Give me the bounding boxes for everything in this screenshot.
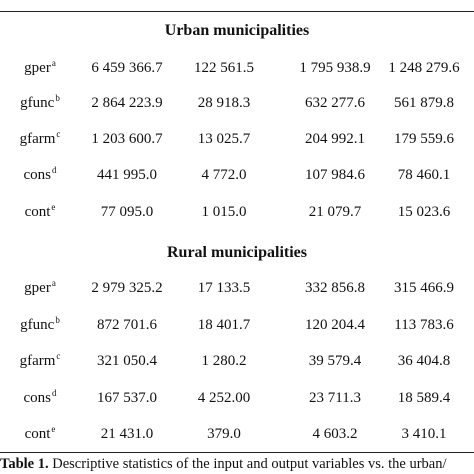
table-row <box>0 129 474 149</box>
table-cell: 332 856.8 <box>305 280 365 296</box>
table-caption <box>0 455 474 474</box>
table-row <box>0 202 474 222</box>
table-row <box>0 351 474 371</box>
row-label: cons$^d$ <box>23 165 57 183</box>
table-cell: 315 466.9 <box>394 280 454 296</box>
table-row <box>0 165 474 185</box>
table-cell: 632 277.6 <box>305 95 365 111</box>
table-cell: 4 252.00 <box>197 390 251 406</box>
table-cell: 21 431.0 <box>100 426 154 442</box>
table-row <box>0 388 474 408</box>
table-cell: 39 579.4 <box>308 353 362 369</box>
table-cell: 15 023.6 <box>397 204 451 220</box>
row-label: cont$^e$ <box>24 202 56 220</box>
row-label: gper$^a$ <box>24 58 56 76</box>
table-row <box>0 424 474 444</box>
row-label: gfarm$^c$ <box>19 351 61 369</box>
row-label: gfunc$^b$ <box>20 315 60 333</box>
table-cell: 122 561.5 <box>194 60 254 76</box>
table-cell: 872 701.6 <box>97 317 157 333</box>
table-bottom-rule <box>0 452 474 453</box>
table-cell: 179 559.6 <box>394 131 454 147</box>
table-cell: 2 979 325.2 <box>91 280 163 296</box>
table-row <box>0 315 474 335</box>
table-row <box>0 58 474 78</box>
table-cell: 17 133.5 <box>197 280 251 296</box>
table-cell: 13 025.7 <box>197 131 251 147</box>
table-cell: 77 095.0 <box>100 204 154 220</box>
table-cell: 36 404.8 <box>397 353 451 369</box>
table-cell: 78 460.1 <box>397 167 451 183</box>
table-cell: 1 015.0 <box>201 204 247 220</box>
table-cell: 23 711.3 <box>309 390 361 406</box>
table-cell: 18 589.4 <box>397 390 451 406</box>
table-cell: 1 280.2 <box>201 353 247 369</box>
table-cell: 113 783.6 <box>394 317 454 333</box>
table-row <box>0 278 474 298</box>
table-cell: 321 050.4 <box>97 353 157 369</box>
table-cell: 1 203 600.7 <box>91 131 163 147</box>
section-title-urban: Urban municipalities <box>164 22 310 39</box>
row-label: cont$^e$ <box>24 424 56 442</box>
caption-text: Descriptive statistics of the input and output variables vs. the urban/ <box>48 456 447 472</box>
table-cell: 561 879.8 <box>394 95 454 111</box>
table-cell: 3 410.1 <box>401 426 447 442</box>
table-cell: 1 248 279.6 <box>388 60 460 76</box>
table-cell: 28 918.3 <box>197 95 251 111</box>
table-cell: 107 984.6 <box>305 167 365 183</box>
row-label: gfunc$^b$ <box>20 93 60 111</box>
table-cell: 379.0 <box>207 426 241 442</box>
table-cell: 441 995.0 <box>97 167 157 183</box>
table-top-rule <box>0 11 474 12</box>
row-label: gfarm$^c$ <box>19 129 61 147</box>
table-cell: 4 603.2 <box>312 426 358 442</box>
table-cell: 21 079.7 <box>308 204 362 220</box>
row-label: gper$^a$ <box>24 278 56 296</box>
section-title-rural: Rural municipalities <box>166 244 307 261</box>
table-cell: 18 401.7 <box>197 317 251 333</box>
table-cell: 6 459 366.7 <box>91 60 163 76</box>
table-cell: 167 537.0 <box>97 390 157 406</box>
table-cell: 1 795 938.9 <box>299 60 371 76</box>
caption-label: Table 1. <box>0 456 49 472</box>
table-cell: 120 204.4 <box>305 317 365 333</box>
table-cell: 4 772.0 <box>201 167 247 183</box>
table-row <box>0 93 474 113</box>
table-cell: 204 992.1 <box>305 131 365 147</box>
row-label: cons$^d$ <box>23 388 57 406</box>
table-cell: 2 864 223.9 <box>91 95 163 111</box>
